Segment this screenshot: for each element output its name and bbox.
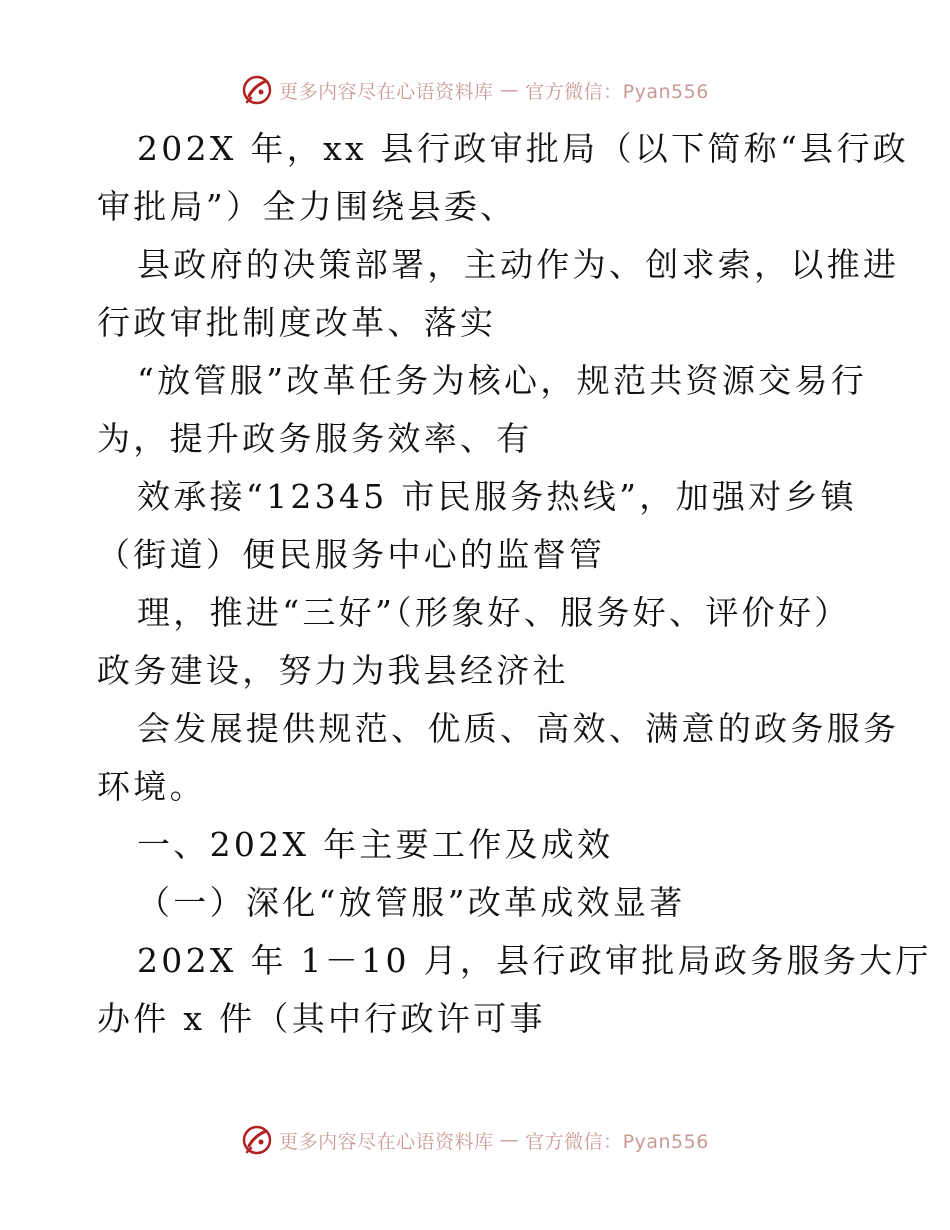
header-banner xyxy=(0,70,950,110)
body-line-12: 环境。 xyxy=(97,767,206,806)
body-line-6: 为，提升政务服务效率、有 xyxy=(97,419,533,458)
body-line-9: 理，推进“三好”（形象好、服务好、评价好） xyxy=(137,593,851,632)
section-heading-1: 一、202X 年主要工作及成效 xyxy=(137,825,614,864)
footer-banner xyxy=(0,1120,950,1160)
body-line-1: 202X 年，xx 县行政审批局（以下简称“县行政 xyxy=(137,129,910,168)
body-line-5: “放管服”改革任务为核心，规范共资源交易行 xyxy=(137,361,868,400)
body-line-2: 审批局”）全力围绕县委、 xyxy=(97,187,517,226)
footer-separator: — xyxy=(499,1129,520,1151)
subsection-heading-1: （一）深化“放管服”改革成效显著 xyxy=(137,883,686,922)
body-line-11: 会发展提供规范、优质、高效、满意的政务服务 xyxy=(137,709,900,748)
body-line-7: 效承接“12345 市民服务热线”，加强对乡镇 xyxy=(137,477,858,516)
footer-brand-text: 更多内容尽在心语资料库 xyxy=(279,1130,494,1153)
ink-brush-logo-icon xyxy=(241,74,273,106)
header-wechat-text: 官方微信：Pyan556 xyxy=(525,80,709,103)
body-line-15: 202X 年 1－10 月，县行政审批局政务服务大厅 xyxy=(137,941,932,980)
body-line-3: 县政府的决策部署，主动作为、创求索，以推进 xyxy=(137,245,900,284)
body-line-10: 政务建设，努力为我县经济社 xyxy=(97,651,569,690)
footer-banner-inner xyxy=(241,1124,709,1156)
ink-brush-logo-icon xyxy=(241,1124,273,1156)
footer-wechat-text: 官方微信：Pyan556 xyxy=(525,1130,709,1153)
body-line-4: 行政审批制度改革、落实 xyxy=(97,303,497,342)
header-brand-text: 更多内容尽在心语资料库 xyxy=(279,80,494,103)
body-line-16: 办件 x 件（其中行政许可事 xyxy=(97,999,546,1038)
header-banner-inner xyxy=(241,74,709,106)
header-separator: — xyxy=(499,79,520,101)
body-line-8: （街道）便民服务中心的监督管 xyxy=(97,535,606,574)
